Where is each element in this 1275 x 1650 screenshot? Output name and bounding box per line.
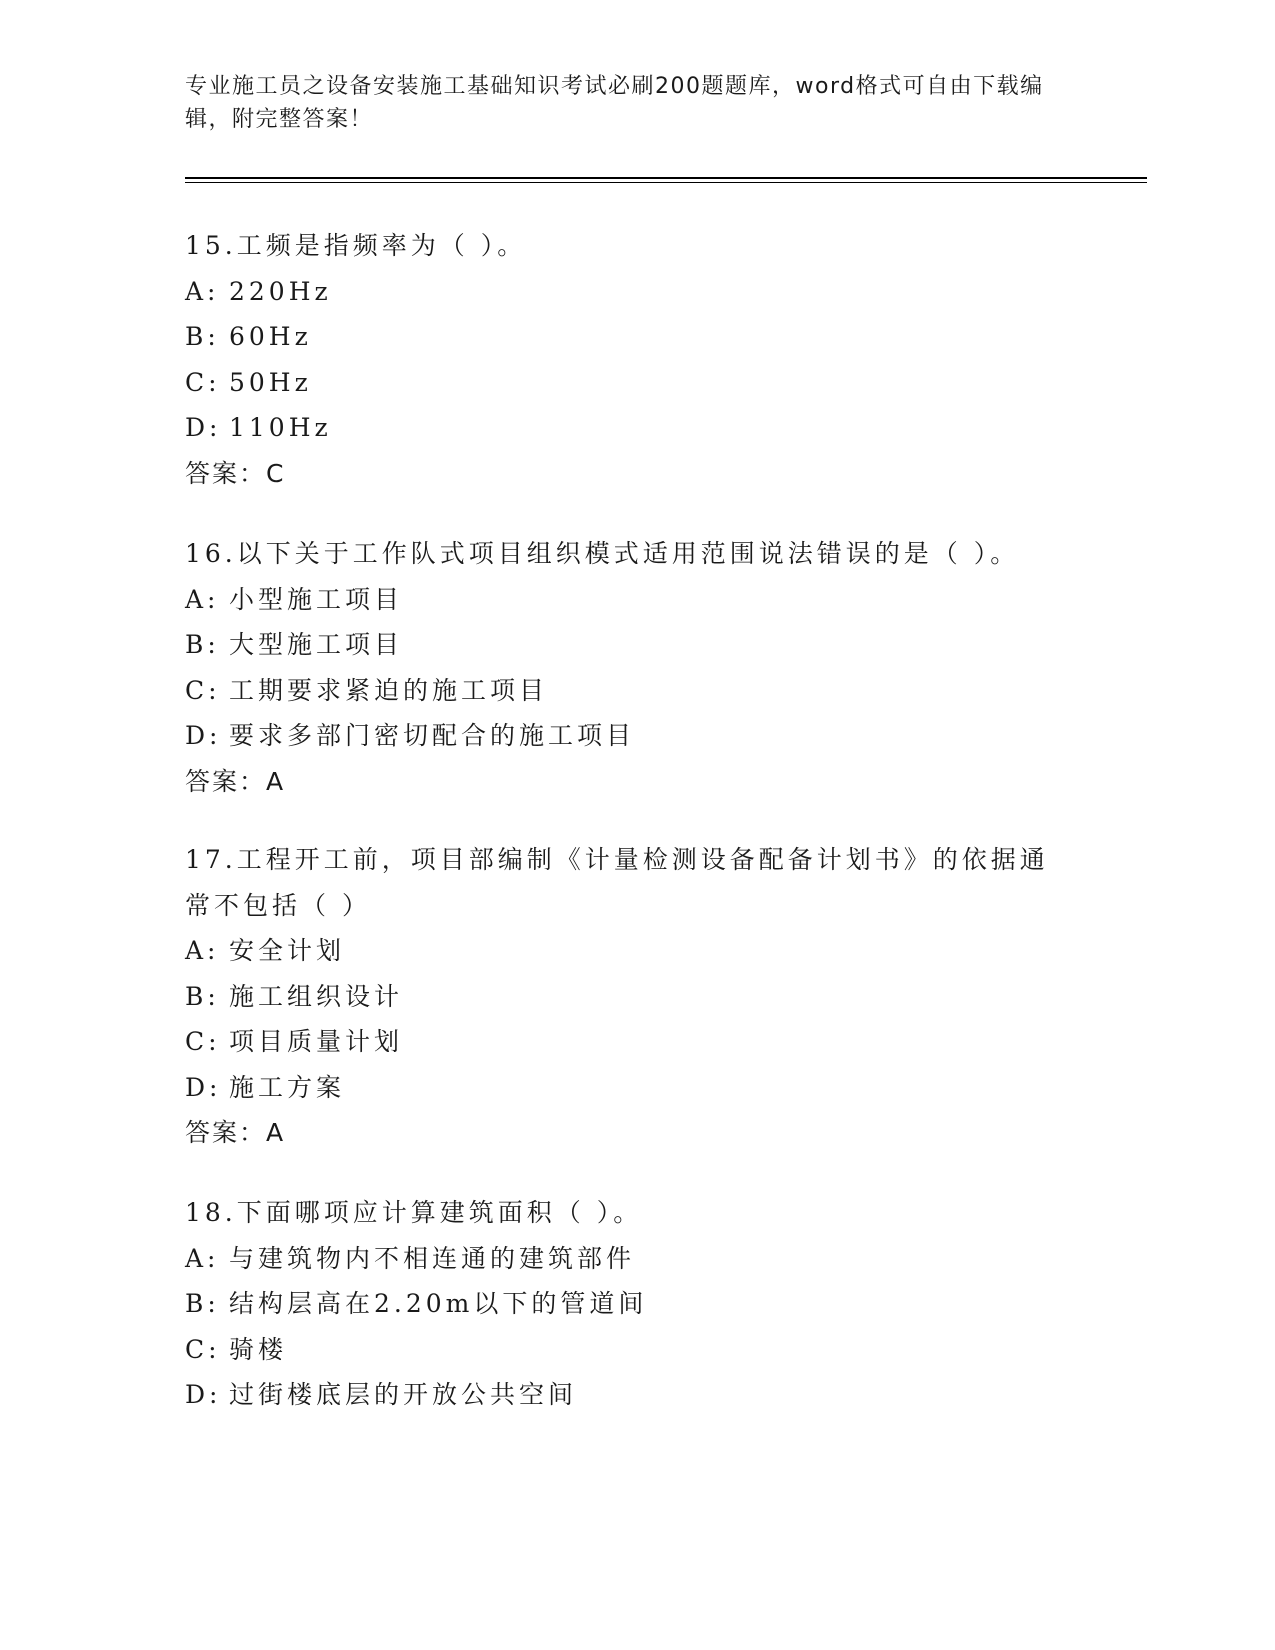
option-letter: A: xyxy=(185,1243,220,1273)
option-text: 骑楼 xyxy=(229,1334,288,1364)
option-text: 施工方案 xyxy=(229,1072,346,1102)
option-text: 施工组织设计 xyxy=(229,981,404,1011)
option-text: 过街楼底层的开放公共空间 xyxy=(229,1380,578,1409)
option-text: 工期要求紧迫的施工项目 xyxy=(229,675,549,705)
option-text: 安全计划 xyxy=(229,936,346,965)
option-letter: B: xyxy=(185,630,220,659)
option-text: 项目质量计划 xyxy=(229,1027,404,1056)
option-a xyxy=(185,1236,1085,1282)
option-b xyxy=(185,974,1085,1020)
question-15 xyxy=(185,223,1085,496)
option-text: 小型施工项目 xyxy=(229,584,404,614)
option-text: 50Hz xyxy=(229,367,312,397)
question-stem: 15.工频是指频率为（ ）。 xyxy=(185,231,527,260)
option-c xyxy=(185,360,1085,406)
option-c xyxy=(185,1019,1085,1065)
option-text: 220Hz xyxy=(229,276,332,306)
option-a xyxy=(185,928,1085,974)
option-letter: A: xyxy=(185,584,220,614)
option-letter: D: xyxy=(185,721,222,750)
option-letter: B: xyxy=(185,981,220,1011)
option-letter: B: xyxy=(185,1289,220,1318)
option-b xyxy=(185,622,1085,668)
option-b xyxy=(185,1281,1085,1327)
option-letter: B: xyxy=(185,322,220,351)
answer-line: 答案：C xyxy=(185,458,286,488)
option-text: 与建筑物内不相连通的建筑部件 xyxy=(229,1243,636,1273)
question-18 xyxy=(185,1190,1085,1418)
option-letter: C: xyxy=(185,1334,221,1364)
question-stem: 17.工程开工前，项目部编制《计量检测设备配备计划书》的依据通常不包括（ ） xyxy=(185,845,1049,920)
option-text: 110Hz xyxy=(229,413,332,442)
header-divider-thick xyxy=(185,177,1147,179)
option-letter: A: xyxy=(185,936,220,965)
option-letter: D: xyxy=(185,1380,222,1409)
option-letter: D: xyxy=(185,413,222,442)
answer-line: 答案：A xyxy=(185,1118,286,1147)
header-divider-thin xyxy=(185,182,1147,183)
question-stem: 18.下面哪项应计算建筑面积（ ）。 xyxy=(185,1198,643,1227)
option-d xyxy=(185,405,1085,451)
option-d xyxy=(185,1372,1085,1418)
option-text: 要求多部门密切配合的施工项目 xyxy=(229,721,636,750)
question-16 xyxy=(185,531,1085,804)
option-d xyxy=(185,713,1085,759)
option-letter: C: xyxy=(185,1027,221,1056)
option-a xyxy=(185,577,1085,623)
option-text: 60Hz xyxy=(229,322,312,351)
option-letter: C: xyxy=(185,367,221,397)
option-a xyxy=(185,269,1085,315)
document-header: 专业施工员之设备安装施工基础知识考试必刷200题题库，word格式可自由下载编辑，附完整答案！ xyxy=(185,74,1044,132)
question-stem: 16.以下关于工作队式项目组织模式适用范围说法错误的是（ ）。 xyxy=(185,539,1020,568)
answer-line: 答案：A xyxy=(185,766,286,796)
option-text: 结构层高在2.20m以下的管道间 xyxy=(229,1289,648,1318)
option-letter: A: xyxy=(185,276,220,306)
option-d xyxy=(185,1065,1085,1111)
option-b xyxy=(185,314,1085,360)
option-c xyxy=(185,668,1085,714)
question-17 xyxy=(185,837,1085,1156)
option-text: 大型施工项目 xyxy=(229,630,404,659)
option-c xyxy=(185,1327,1085,1373)
option-letter: D: xyxy=(185,1072,222,1102)
option-letter: C: xyxy=(185,675,221,705)
